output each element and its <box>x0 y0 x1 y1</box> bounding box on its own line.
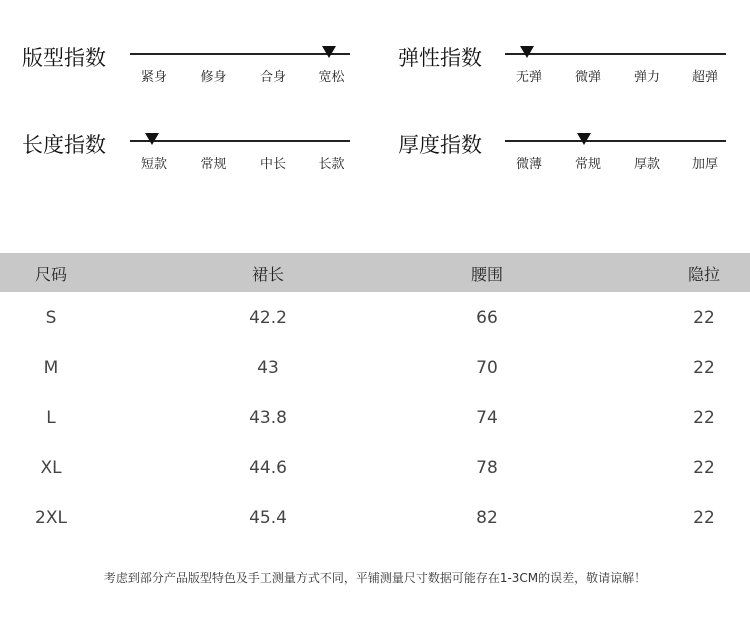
cell-waist: 66 <box>476 308 498 328</box>
header-hidden-zip: 隐拉 <box>687 265 721 284</box>
cell-waist: 74 <box>476 408 498 428</box>
fit-indicator-marker <box>322 46 336 58</box>
cell-waist: 82 <box>476 508 498 528</box>
cell-skirt-length: 44.6 <box>249 458 287 478</box>
elasticity-label-slight: 微弹 <box>574 70 601 85</box>
cell-skirt-length: 42.2 <box>249 308 287 328</box>
table-row <box>0 392 750 442</box>
elasticity-label-none: 无弹 <box>515 70 542 85</box>
thickness-label-regular: 常规 <box>574 157 601 172</box>
thickness-indicator-scale-line <box>505 140 726 142</box>
table-body <box>0 292 750 542</box>
fit-label-slim: 修身 <box>200 70 227 85</box>
fit-label-tight: 紧身 <box>140 70 167 85</box>
elasticity-label-super: 超弹 <box>691 70 718 85</box>
fit-indicator-title: 版型指数 <box>22 46 106 70</box>
elasticity-indicator-scale-line <box>505 53 726 55</box>
cell-skirt-length: 43.8 <box>249 408 287 428</box>
length-indicator-title: 长度指数 <box>22 133 106 157</box>
fit-indicator <box>22 46 352 106</box>
cell-hidden-zip: 22 <box>693 358 715 378</box>
cell-skirt-length: 45.4 <box>249 508 287 528</box>
header-skirt-length: 裙长 <box>251 265 285 284</box>
table-row <box>0 342 750 392</box>
table-row <box>0 492 750 542</box>
cell-hidden-zip: 22 <box>693 408 715 428</box>
length-label-regular: 常规 <box>200 157 227 172</box>
elasticity-indicator-marker <box>520 46 534 58</box>
thickness-label-thick: 厚款 <box>633 157 660 172</box>
length-indicator-scale-line <box>130 140 350 142</box>
measurement-disclaimer: 考虑到部分产品版型特色及手工测量方式不同，平铺测量尺寸数据可能存在1-3CM的误差，敬请谅解！ <box>103 571 647 585</box>
table-row <box>0 442 750 492</box>
length-label-short: 短款 <box>140 157 167 172</box>
cell-skirt-length: 43 <box>257 358 279 378</box>
cell-waist: 78 <box>476 458 498 478</box>
size-table <box>0 253 750 542</box>
thickness-indicator-title: 厚度指数 <box>398 133 482 157</box>
length-indicator <box>22 133 352 193</box>
cell-hidden-zip: 22 <box>693 508 715 528</box>
thickness-indicator-marker <box>577 133 591 145</box>
cell-hidden-zip: 22 <box>693 308 715 328</box>
elasticity-label-stretch: 弹力 <box>633 70 660 85</box>
cell-size: 2XL <box>35 508 67 528</box>
thickness-label-thin: 微薄 <box>515 157 542 172</box>
fit-label-regular: 合身 <box>259 70 286 85</box>
cell-size: L <box>46 408 56 428</box>
elasticity-indicator-title: 弹性指数 <box>398 46 482 70</box>
elasticity-indicator <box>398 46 728 106</box>
length-label-midi: 中长 <box>259 157 286 172</box>
table-header <box>0 253 750 292</box>
thickness-indicator <box>398 133 728 193</box>
cell-hidden-zip: 22 <box>693 458 715 478</box>
cell-size: S <box>45 308 57 328</box>
cell-size: M <box>43 358 59 378</box>
length-label-long: 长款 <box>318 157 345 172</box>
thickness-label-extra-thick: 加厚 <box>691 157 718 172</box>
fit-indicator-scale-line <box>130 53 350 55</box>
length-indicator-marker <box>145 133 159 145</box>
table-row <box>0 292 750 342</box>
cell-size: XL <box>40 458 62 478</box>
header-size: 尺码 <box>34 265 68 284</box>
header-waist: 腰围 <box>470 265 504 284</box>
fit-label-loose: 宽松 <box>318 70 345 85</box>
cell-waist: 70 <box>476 358 498 378</box>
